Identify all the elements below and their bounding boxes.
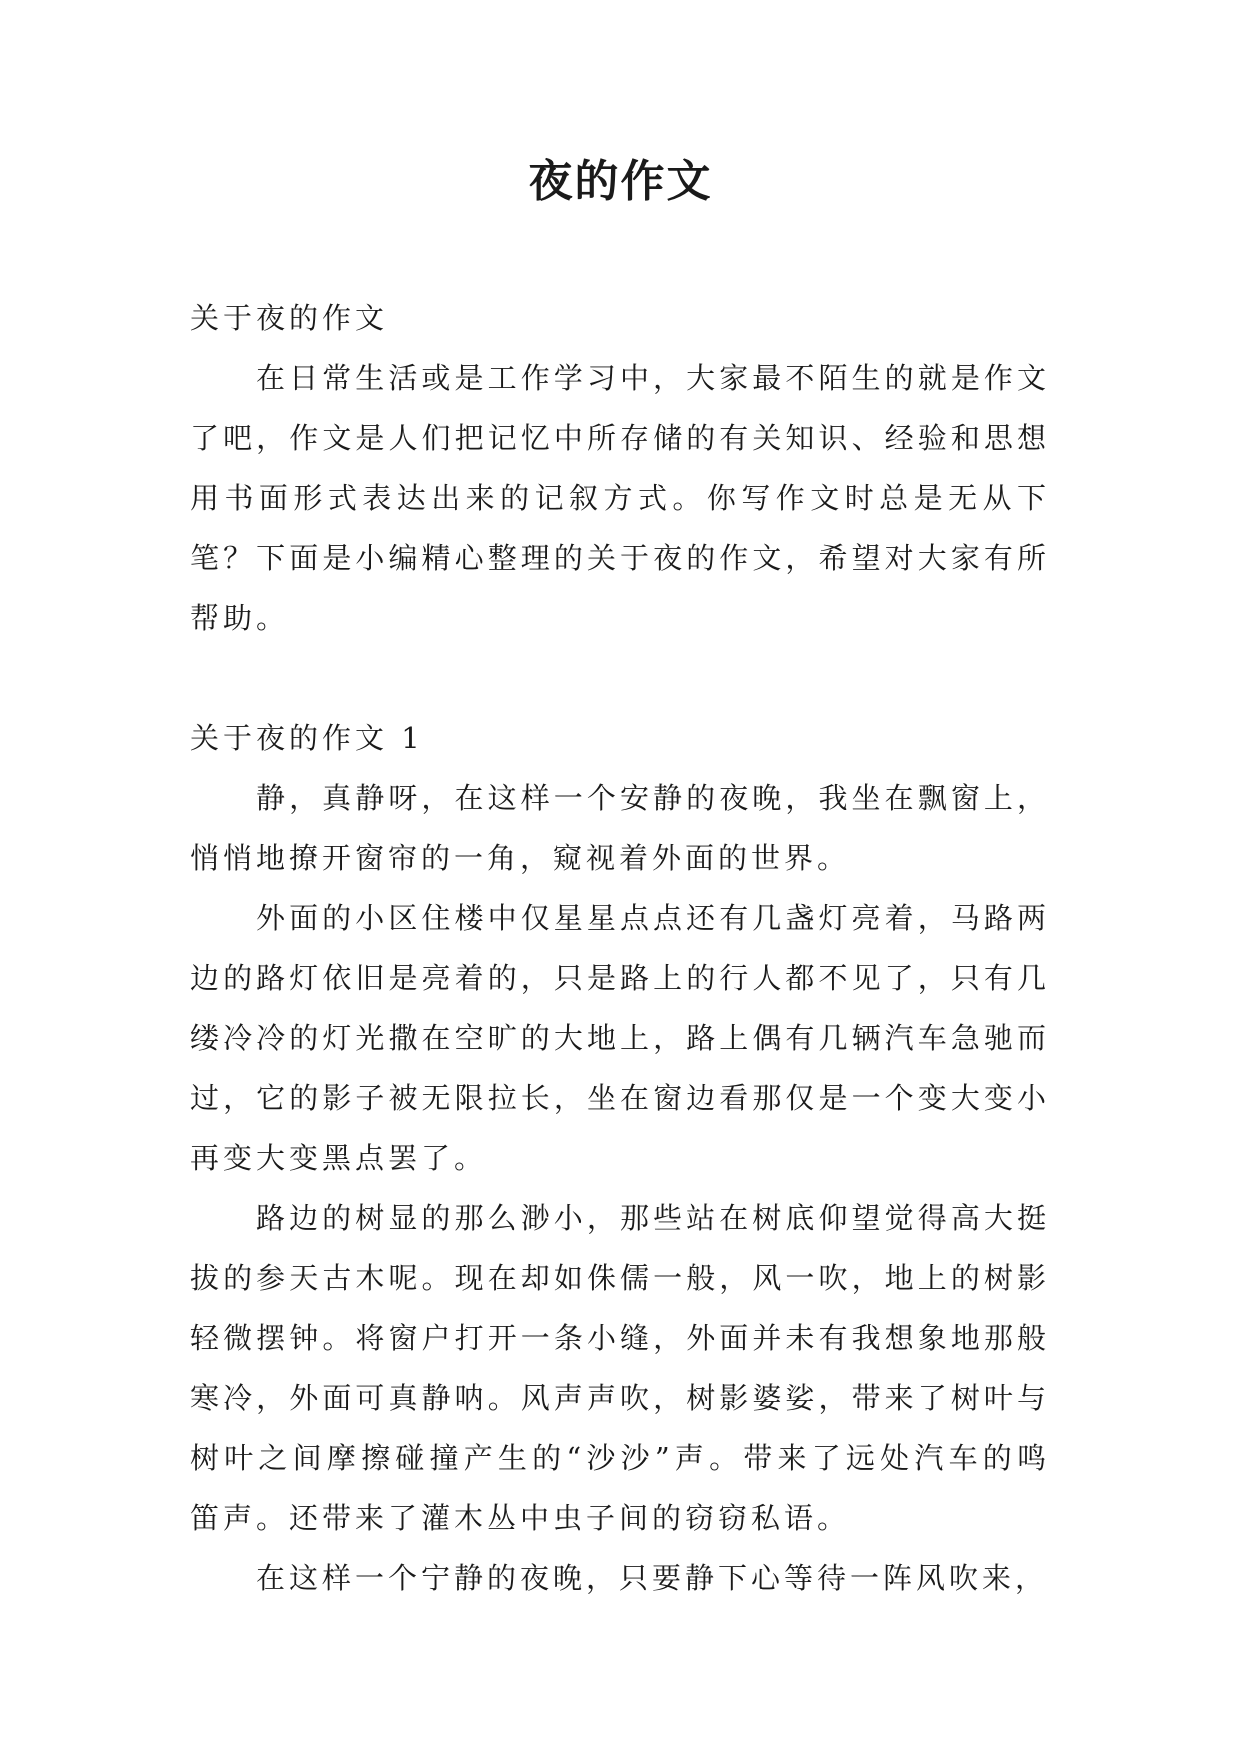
body-paragraph: 在这样一个宁静的夜晚，只要静下心等待一阵风吹来，: [256, 1561, 1049, 1595]
body-paragraph: 路边的树显的那么渺小，那些站在树底仰望觉得高大挺拔的参天古木呢。现在却如侏儒一般，风一吹，地上的树影轻微摆钟。将窗户打开一条小缝，外面并未有我想象地那般寒冷，外面可真静呐。风声声吹，树影婆娑，带来了树叶与树叶之间摩擦碰撞产生的“沙沙”声。带来了远处汽车的鸣笛声。还带来了灌木丛中虫子间的窃窃私语。: [190, 1201, 1050, 1535]
intro-paragraph: 在日常生活或是工作学习中，大家最不陌生的就是作文了吧，作文是人们把记忆中所存储的有关知识、经验和思想用书面形式表达出来的记叙方式。你写作文时总是无从下笔？下面是小编精心整理的关于夜的作文，希望对大家有所帮助。: [190, 361, 1050, 635]
section-spacer: [190, 648, 1050, 708]
document-body: [190, 288, 1050, 1608]
intro-heading: 关于夜的作文: [190, 301, 389, 335]
body-paragraph: 静，真静呀，在这样一个安静的夜晚，我坐在飘窗上，悄悄地撩开窗帘的一角，窥视着外面的世界。: [190, 781, 1050, 875]
document-title: 夜的作文: [528, 156, 713, 207]
section-heading: 关于夜的作文 1: [190, 721, 424, 755]
body-paragraph: 外面的小区住楼中仅星星点点还有几盏灯亮着，马路两边的路灯依旧是亮着的，只是路上的行人都不见了，只有几缕冷冷的灯光撒在空旷的大地上，路上偶有几辆汽车急驰而过，它的影子被无限拉长，坐在窗边看那仅是一个变大变小再变大变黑点罢了。: [190, 901, 1050, 1175]
